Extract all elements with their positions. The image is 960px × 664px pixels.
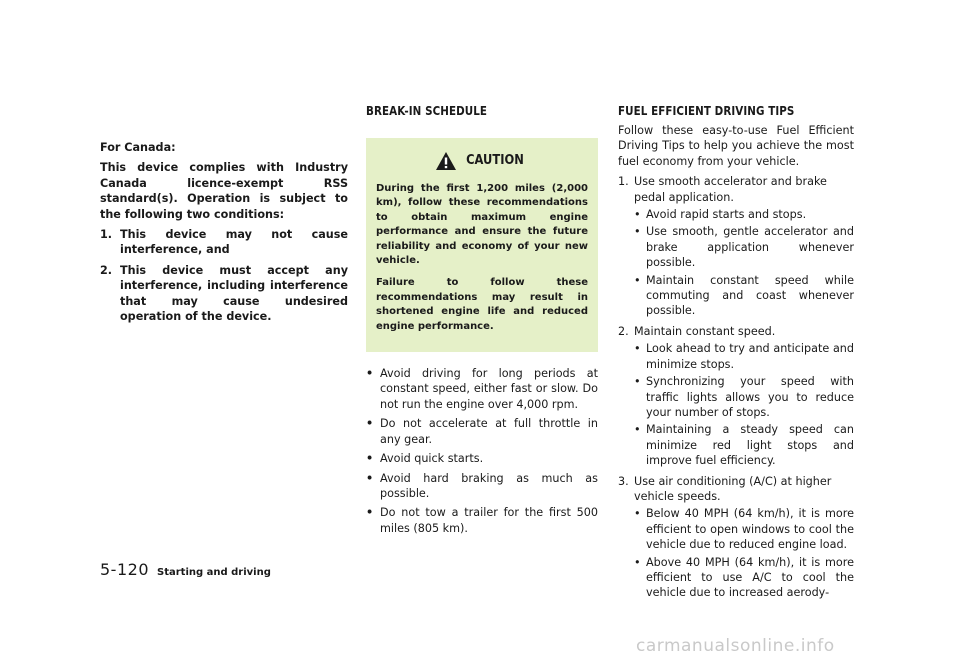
bullet-icon: •	[366, 417, 374, 431]
sub-item: • Above 40 MPH (64 km/h), it is more efficient to use A/C to cool the vehicle due to increased aerody-	[634, 555, 854, 600]
left-column	[100, 140, 348, 329]
bullet-icon: •	[634, 555, 641, 569]
sub-item: • Look ahead to try and anticipate and minimize stops.	[634, 342, 854, 371]
list-item	[618, 174, 854, 319]
bullet-icon: •	[634, 273, 641, 287]
sub-item: • Synchronizing your speed with traffic lights allows you to reduce your number of stops.	[634, 375, 854, 419]
warning-triangle-icon	[435, 151, 457, 171]
fuel-tips-heading: FUEL EFFICIENT DRIVING TIPS	[618, 103, 795, 118]
bullet-icon: •	[634, 423, 641, 437]
item-number: 3.	[618, 474, 629, 488]
item-number: 1.	[618, 175, 629, 189]
fuel-tips-intro: Follow these easy-to-use Fuel Efficient Driving Tips to help you achieve the most fuel economy from your vehicle.	[618, 124, 854, 168]
item-text: Avoid quick starts.	[380, 452, 484, 466]
bullet-icon: •	[634, 375, 641, 389]
break-in-list	[366, 366, 598, 536]
caution-paragraph: During the first 1,200 miles (2,000 km), follow these recommendations to obtain maximum engine performance and ensure the future reliability and economy of your new vehicle.	[376, 183, 588, 267]
item-number: 1.	[100, 228, 113, 242]
bullet-icon: •	[634, 342, 641, 356]
bullet-icon: •	[366, 367, 374, 381]
canada-title: For Canada:	[100, 141, 176, 154]
caution-title: CAUTION	[466, 152, 524, 169]
list-item	[366, 366, 598, 412]
sub-item: • Use smooth, gentle accelerator and brake application whenever possible.	[634, 225, 854, 270]
item-text: This device may not cause interference, and	[120, 228, 348, 257]
bullet-icon: •	[634, 507, 641, 521]
item-text: Do not tow a trailer for the first 500 miles (805 km).	[380, 506, 598, 535]
page-footer	[100, 560, 271, 579]
bullet-icon: •	[634, 208, 641, 222]
item-text: Avoid driving for long periods at constant speed, either fast or slow. Do not run the engine over 4,000 rpm.	[380, 367, 598, 411]
bullet-icon: •	[634, 225, 641, 239]
caution-header	[376, 146, 588, 176]
bullet-icon: •	[366, 452, 374, 466]
caution-box	[366, 138, 598, 352]
caution-paragraph: Failure to follow these recommendations may result in shortened engine life and reduced engine performance.	[376, 277, 588, 332]
item-text: Maintain constant speed.	[634, 324, 776, 338]
bullet-icon: •	[366, 471, 374, 485]
list-item	[100, 227, 348, 258]
sub-item: • Avoid rapid starts and stops.	[634, 208, 807, 222]
item-text: Avoid hard braking as much as possible.	[380, 471, 598, 500]
sub-item: • Below 40 MPH (64 km/h), it is more efficient to open windows to cool the vehicle due to reduced engine load.	[634, 507, 854, 552]
page-number: 5-120	[100, 560, 149, 579]
item-text: Use air conditioning (A/C) at higher vehicle speeds.	[634, 474, 832, 503]
canada-intro: This device complies with Industry Canada licence-exempt RSS standard(s). Operation is subject to the following two conditions:	[100, 161, 348, 221]
item-text: This device must accept any interference, including interference that may cause undesired operation of the device.	[120, 263, 348, 324]
right-column	[618, 103, 854, 606]
list-item	[618, 474, 854, 601]
list-item	[618, 324, 854, 469]
item-number: 2.	[618, 324, 629, 338]
sub-item: • Maintain constant speed while commuting and coast whenever possible.	[634, 273, 854, 318]
middle-column	[366, 103, 598, 536]
list-item	[366, 451, 598, 466]
list-item	[366, 505, 598, 536]
sub-item: • Maintaining a steady speed can minimize red light stops and improve fuel efficiency.	[634, 423, 854, 468]
watermark[interactable]: carmanualsonline.info	[636, 636, 835, 656]
item-text: Use smooth accelerator and brake pedal application.	[634, 175, 827, 204]
list-item	[100, 263, 348, 325]
section-name: Starting and driving	[157, 567, 271, 578]
item-number: 2.	[100, 263, 113, 277]
list-item	[366, 416, 598, 447]
list-item	[366, 471, 598, 502]
item-text: Do not accelerate at full throttle in any gear.	[380, 417, 598, 446]
bullet-icon: •	[366, 506, 374, 520]
break-in-heading: BREAK-IN SCHEDULE	[366, 103, 488, 118]
